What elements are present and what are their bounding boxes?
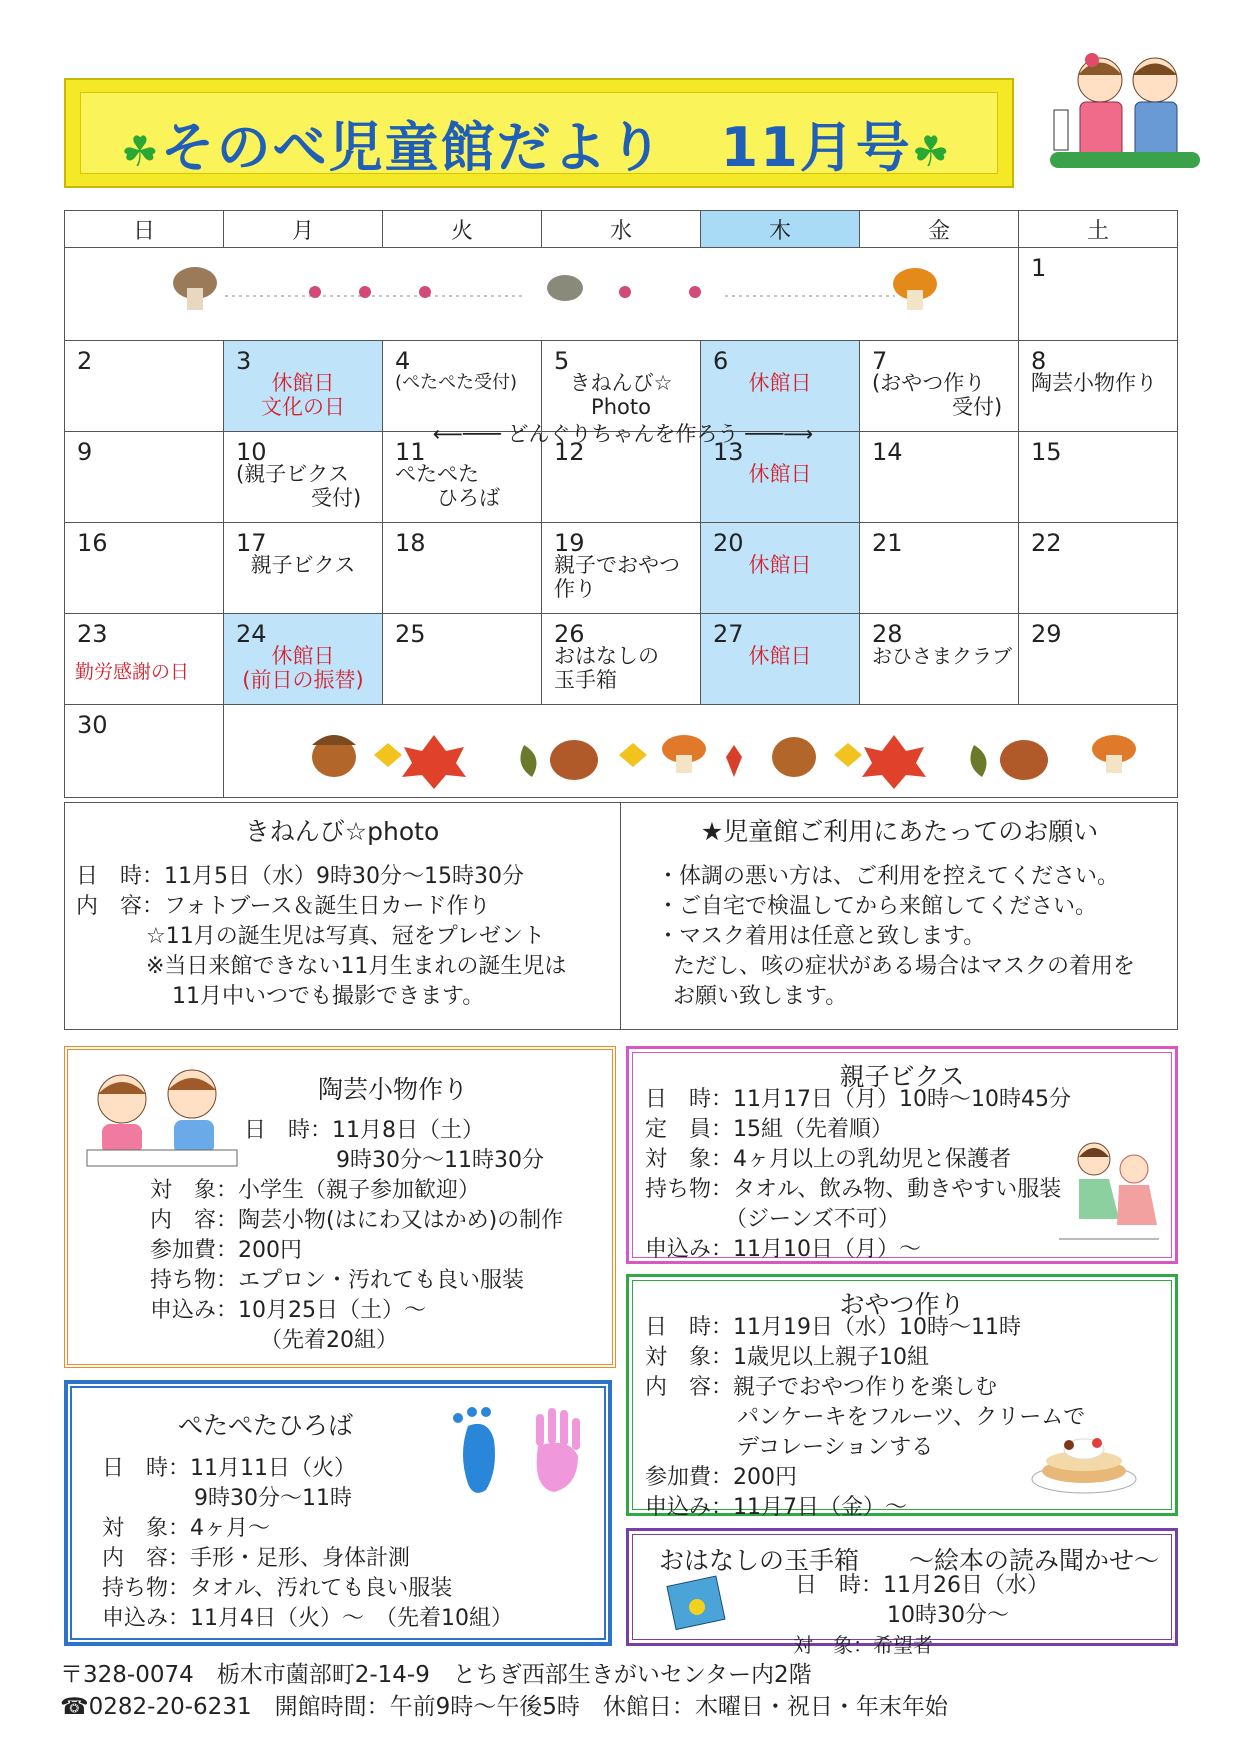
- autumn-garland-cell: [224, 705, 1178, 798]
- event-text: 親子ビクス: [250, 553, 356, 577]
- oyatsu-box: [626, 1274, 1178, 1520]
- arrow-right-icon: ───⟶: [745, 422, 814, 446]
- oyakobics-apply: 申込み：11月10日（月）～: [645, 1237, 921, 1262]
- day-cell-21: [860, 523, 1019, 614]
- day-number: 7: [872, 347, 888, 375]
- weekday-fri: 金: [860, 211, 1019, 248]
- calendar: [64, 210, 1178, 798]
- event-text: 休館日: [748, 462, 812, 486]
- day-cell-29: [1019, 614, 1178, 705]
- oyakobics-target: 対 象：4ヶ月以上の乳幼児と保護者: [645, 1147, 1011, 1172]
- kinenbi-note: ※当日来館できない11月生まれの誕生児は: [146, 954, 567, 979]
- day-cell-30: [65, 705, 224, 798]
- event-text: Photo: [591, 395, 651, 419]
- day-number: 17: [236, 529, 267, 557]
- calendar-week-4: [65, 523, 1178, 614]
- oyatsu-title: おやつ作り: [839, 1290, 965, 1319]
- event-text: おひさまクラブ: [872, 644, 1012, 668]
- day-number: 22: [1031, 529, 1062, 557]
- day-number: 10: [236, 438, 267, 466]
- kimono-children-illustration: [1040, 40, 1210, 190]
- event-text: 作り: [554, 577, 596, 601]
- notice-item: お願い致します。: [673, 984, 848, 1009]
- day-number: 14: [872, 438, 903, 466]
- title-banner: [64, 78, 1014, 188]
- notice-section: [621, 812, 1178, 1012]
- event-text: 親子でおやつ: [554, 553, 680, 577]
- kinenbi-section: [64, 812, 620, 1012]
- day-number: 18: [395, 529, 426, 557]
- day-number: 23: [77, 620, 108, 648]
- oyatsu-details: [645, 1313, 1085, 1523]
- event-text: 陶芸小物作り: [1031, 371, 1157, 395]
- oyatsu-target: 対 象：1歳児以上親子10組: [645, 1345, 929, 1370]
- event-closed: [224, 371, 382, 419]
- day-cell-17: [224, 523, 383, 614]
- pottery-limit: （先着20組）: [260, 1328, 398, 1353]
- children-pottery-illustration: [82, 1064, 247, 1169]
- event-text: ひろば: [437, 486, 500, 510]
- oyatsu-content-2: パンケーキをフルーツ、クリームで: [737, 1405, 1086, 1430]
- ohanashi-box: [626, 1528, 1178, 1657]
- day-cell-18: [383, 523, 542, 614]
- event-text: (おやつ作り: [872, 371, 986, 395]
- calendar-week-6: [65, 705, 1178, 798]
- notice-title: ★児童館ご利用にあたってのお願い: [700, 817, 1099, 846]
- day-number: 13: [713, 438, 744, 466]
- event-text: (親子ビクス: [236, 462, 349, 486]
- pottery-details-2: [150, 1176, 563, 1356]
- day-number: 8: [1031, 347, 1047, 375]
- day-number: 28: [872, 620, 903, 648]
- event-text: ぺたぺた: [395, 462, 479, 486]
- oyakobics-title: 親子ビクス: [839, 1062, 965, 1091]
- day-number: 30: [77, 711, 108, 739]
- day-cell-28: [860, 614, 1019, 705]
- day-number: 9: [77, 438, 93, 466]
- day-cell-22: [1019, 523, 1178, 614]
- weekday-mon: 月: [224, 211, 383, 248]
- day-number: 20: [713, 529, 744, 557]
- event-kinenbi: [542, 371, 700, 419]
- day-cell-7: [860, 341, 1019, 432]
- day-cell-24: [224, 614, 383, 705]
- pottery-content: 内 容：陶芸小物(はにわ又はかめ)の制作: [150, 1208, 564, 1233]
- day-number: 21: [872, 529, 903, 557]
- day-number: 11: [395, 438, 426, 466]
- petapeta-title: ぺたぺたひろば: [178, 1411, 354, 1440]
- footer-address: 〒328-0074 栃木市薗部町2-14-9 とちぎ西部生きがいセンター内2階: [60, 1662, 812, 1688]
- page-title: [121, 105, 951, 182]
- day-number: 26: [554, 620, 585, 648]
- oyakobics-box: [626, 1046, 1178, 1264]
- event-text: 受付): [311, 486, 362, 510]
- oyatsu-fee: 参加費：200円: [645, 1465, 797, 1490]
- petapeta-content: 内 容：手形・足形、身体計測: [102, 1546, 411, 1571]
- acorn-craft-label: どんぐりちゃんを作ろう: [507, 422, 739, 446]
- day-cell-19: [542, 523, 701, 614]
- notice-item: ・マスク着用は任意と致します。: [657, 924, 986, 949]
- pottery-items: 持ち物：エプロン・汚れても良い服装: [150, 1268, 525, 1293]
- oyatsu-apply: 申込み：11月7日（金）～: [645, 1495, 907, 1520]
- weekday-tue: 火: [383, 211, 542, 248]
- kinenbi-note: 11月中いつでも撮影できます。: [172, 984, 485, 1009]
- day-cell-9: [65, 432, 224, 523]
- ohanashi-time: 10時30分～: [887, 1603, 1009, 1628]
- kinenbi-date: 日 時：11月5日（水）9時30分～15時30分: [76, 864, 524, 889]
- event-closed: [224, 644, 382, 692]
- event-text: 玉手箱: [554, 668, 617, 692]
- oyatsu-date: 日 時：11月19日（水）10時～11時: [645, 1315, 1021, 1340]
- ohanashi-details: [795, 1571, 1049, 1631]
- ohanashi-title: おはなしの玉手箱 ～絵本の読み聞かせ～: [659, 1546, 1160, 1575]
- petapeta-target: 対 象：4ヶ月～: [102, 1516, 270, 1541]
- weekday-sun: 日: [65, 211, 224, 248]
- pottery-box: [64, 1046, 616, 1368]
- day-number: 12: [554, 438, 585, 466]
- oyakobics-capacity: 定 員：15組（先着順）: [645, 1117, 893, 1142]
- day-number: 25: [395, 620, 426, 648]
- event-bics-signup: [236, 462, 361, 510]
- day-number: 15: [1031, 438, 1062, 466]
- kinenbi-title: きねんび☆photo: [244, 817, 440, 846]
- day-number: 3: [236, 347, 252, 375]
- clover-icon: ☘: [911, 127, 952, 176]
- day-number: 1: [1031, 254, 1047, 282]
- notice-item: ただし、咳の症状がある場合はマスクの着用を: [673, 954, 1136, 979]
- petapeta-details: [102, 1454, 513, 1634]
- notice-item: ・ご自宅で検温してから来館してください。: [657, 894, 1098, 919]
- petapeta-time: 9時30分～11時: [194, 1486, 352, 1511]
- event-text: きねんび☆: [569, 371, 673, 395]
- event-oyatsu: [554, 553, 680, 601]
- oyakobics-note: （ジーンズ不可）: [725, 1207, 900, 1232]
- day-number: 19: [554, 529, 585, 557]
- picture-book-icon: [665, 1573, 735, 1633]
- event-text: 休館日: [748, 553, 812, 577]
- event-text: 休館日: [748, 644, 812, 668]
- oyatsu-content-3: デコレーションする: [737, 1435, 934, 1460]
- ohanashi-date: 日 時：11月26日（水）: [795, 1573, 1049, 1598]
- event-petapeta: [395, 462, 500, 510]
- event-text: 文化の日: [261, 395, 345, 419]
- day-number: 29: [1031, 620, 1062, 648]
- day-cell-14: [860, 432, 1019, 523]
- event-text: 休館日: [271, 644, 335, 668]
- notice-item: ・体調の悪い方は、ご利用を控えてください。: [657, 864, 1120, 889]
- petapeta-items: 持ち物：タオル、汚れても良い服装: [102, 1576, 453, 1601]
- day-number: 4: [395, 347, 411, 375]
- day-number: 27: [713, 620, 744, 648]
- ohanashi-target: 対 象：希望者: [793, 1633, 933, 1657]
- weekday-header-row: [65, 211, 1178, 248]
- day-cell-1: [1019, 248, 1178, 341]
- acorn-craft-arrow: [408, 418, 838, 448]
- event-text: (前日の振替): [242, 668, 364, 692]
- arrow-left-icon: ⟵───: [432, 422, 501, 446]
- kinenbi-note: ☆11月の誕生児は写真、冠をプレゼント: [146, 924, 545, 949]
- event-text: 勤労感謝の日: [75, 661, 190, 683]
- oyatsu-content: 内 容：親子でおやつ作りを楽しむ: [645, 1375, 998, 1400]
- calendar-week-5: [65, 614, 1178, 705]
- event-text: 休館日: [271, 371, 335, 395]
- oyakobics-details: [645, 1085, 1071, 1265]
- mushroom-garland-illustration: [65, 248, 1005, 336]
- weekday-sat: 土: [1019, 211, 1178, 248]
- day-cell-25: [383, 614, 542, 705]
- pottery-title: 陶芸小物作り: [318, 1075, 469, 1104]
- kinenbi-content: 内 容：フォトブース＆誕生日カード作り: [76, 894, 491, 919]
- petapeta-date: 日 時：11月11日（火）: [102, 1456, 356, 1481]
- oyakobics-items: 持ち物：タオル、飲み物、動きやすい服装: [645, 1177, 1062, 1202]
- pottery-details: [244, 1116, 544, 1176]
- day-cell-20: [701, 523, 860, 614]
- day-cell-3: [224, 341, 383, 432]
- pottery-time: 9時30分～11時30分: [336, 1148, 544, 1173]
- weekday-thu: 木: [701, 211, 860, 248]
- weekday-wed: 水: [542, 211, 701, 248]
- event-text: 受付): [952, 395, 1003, 419]
- pottery-target: 対 象：小学生（親子参加歓迎）: [150, 1178, 481, 1203]
- event-ohanashi: [554, 644, 659, 692]
- day-cell-23: [65, 614, 224, 705]
- day-number: 16: [77, 529, 108, 557]
- day-number: 6: [713, 347, 729, 375]
- petapeta-apply: 申込み：11月4日（火）～ （先着10組）: [102, 1606, 513, 1631]
- day-cell-15: [1019, 432, 1178, 523]
- clover-icon: ☘: [121, 127, 161, 176]
- footer-phone-hours: ☎0282-20-6231 開館時間：午前9時～午後5時 休館日：木曜日・祝日・年末年始: [60, 1694, 948, 1720]
- day-cell-2: [65, 341, 224, 432]
- event-text: (ぺたぺた受付): [395, 372, 518, 393]
- autumn-leaves-garland-illustration: [224, 705, 1164, 793]
- event-oyatsu-signup: [872, 371, 1002, 419]
- day-number: 5: [554, 347, 570, 375]
- title-banner-inner: [80, 92, 998, 179]
- event-text: おはなしの: [554, 644, 659, 668]
- pottery-fee: 参加費：200円: [150, 1238, 302, 1263]
- petapeta-box: [64, 1380, 612, 1646]
- pottery-date: 日 時：11月8日（土）: [244, 1118, 484, 1143]
- day-cell-27: [701, 614, 860, 705]
- day-cell-8: [1019, 341, 1178, 432]
- event-text: 休館日: [748, 371, 812, 395]
- title-text: そのべ児童館だより 11月号: [160, 116, 912, 179]
- day-number: 24: [236, 620, 267, 648]
- day-cell-10: [224, 432, 383, 523]
- oyakobics-date: 日 時：11月17日（月）10時～10時45分: [645, 1087, 1071, 1112]
- mushroom-garland-cell: [65, 248, 1019, 341]
- day-cell-16: [65, 523, 224, 614]
- day-number: 2: [77, 347, 93, 375]
- day-cell-26: [542, 614, 701, 705]
- calendar-week-1: [65, 248, 1178, 341]
- pottery-apply: 申込み：10月25日（土）～: [150, 1298, 426, 1323]
